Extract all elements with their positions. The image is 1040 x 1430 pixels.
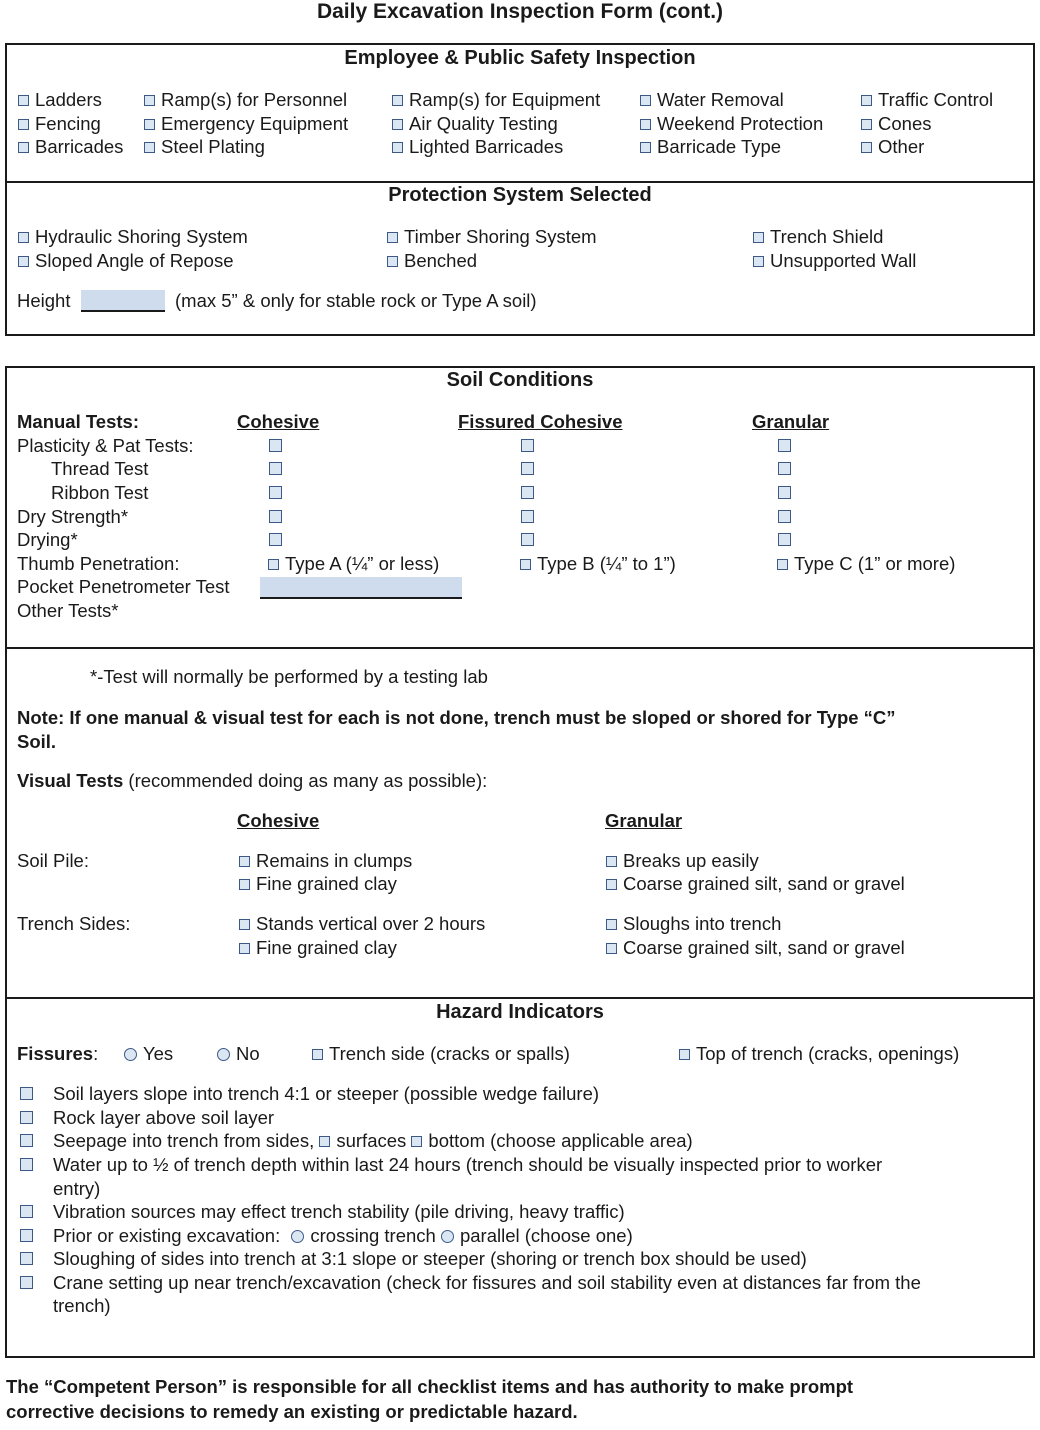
checkbox-icon[interactable] [239, 879, 250, 890]
checkbox-remains-in-clumps[interactable]: Remains in clumps [239, 850, 412, 872]
checkbox-icon[interactable] [520, 559, 531, 570]
checkbox-plasticity-granular[interactable] [778, 439, 791, 452]
checkbox-icon[interactable] [392, 142, 403, 153]
water-line-1: Water up to ½ of trench depth within last 24 hours (trench should be visually inspected prior to worker [53, 1154, 883, 1175]
soil-heading: Soil Conditions [446, 369, 594, 391]
checkbox-icon[interactable] [268, 559, 279, 570]
lab-footnote: *-Test will normally be performed by a testing lab [90, 666, 488, 687]
checkbox-unsupported-wall[interactable]: Unsupported Wall [753, 250, 916, 272]
checkbox-traffic-control[interactable]: Traffic Control [861, 89, 993, 111]
checkbox-icon[interactable] [606, 879, 617, 890]
row-thread-test: Thread Test [51, 458, 149, 479]
checkbox-lighted-barricades[interactable]: Lighted Barricades [392, 136, 563, 158]
checkbox-sloughs-into-trench[interactable]: Sloughs into trench [606, 913, 781, 935]
checkbox-icon[interactable] [387, 232, 398, 243]
row-dry-strength: Dry Strength* [17, 506, 129, 527]
prior-excavation-line: Prior or existing excavation: crossing trench parallel (choose one) [53, 1225, 633, 1246]
checkbox-benched[interactable]: Benched [387, 250, 477, 272]
checkbox-icon[interactable] [606, 919, 617, 930]
checkbox-icon[interactable] [312, 1049, 323, 1060]
checkbox-icon[interactable] [606, 943, 617, 954]
checkbox-icon[interactable] [239, 856, 250, 867]
checkbox-stands-vertical[interactable]: Stands vertical over 2 hours [239, 913, 485, 935]
visual-tests-intro: Visual Tests (recommended doing as many as possible): [17, 770, 488, 791]
radio-parallel[interactable] [441, 1230, 454, 1243]
checkbox-icon[interactable] [861, 142, 872, 153]
employee-safety-heading: Employee & Public Safety Inspection [344, 47, 696, 69]
divider [5, 181, 1035, 183]
checkbox-cones[interactable]: Cones [861, 113, 931, 135]
checkbox-soil-layers[interactable] [20, 1087, 33, 1100]
checkbox-sloughing[interactable] [20, 1252, 33, 1265]
checkbox-icon[interactable] [18, 119, 29, 130]
checkbox-barricades[interactable]: Barricades [18, 136, 123, 158]
checkbox-trench-shield[interactable]: Trench Shield [753, 226, 883, 248]
checkbox-barricade-type[interactable]: Barricade Type [640, 136, 781, 158]
row-pocket-penetrometer: Pocket Penetrometer Test [17, 576, 230, 597]
checkbox-icon[interactable] [753, 256, 764, 267]
manual-tests-label: Manual Tests: [17, 411, 139, 432]
checkbox-sloped-angle[interactable]: Sloped Angle of Repose [18, 250, 234, 272]
checkbox-icon[interactable] [753, 232, 764, 243]
checkbox-icon[interactable] [144, 119, 155, 130]
checkbox-crane[interactable] [20, 1276, 33, 1289]
soil-layers-text: Soil layers slope into trench 4:1 or steeper (possible wedge failure) [53, 1083, 600, 1104]
height-note: (max 5” & only for stable rock or Type A soil) [175, 290, 537, 311]
checkbox-icon[interactable] [640, 119, 651, 130]
checkbox-dry-strength-fissured[interactable] [521, 510, 534, 523]
checkbox-icon[interactable] [392, 119, 403, 130]
pocket-penetrometer-input[interactable] [260, 577, 462, 599]
checkbox-rock-layer[interactable] [20, 1111, 33, 1124]
checkbox-weekend-protection[interactable]: Weekend Protection [640, 113, 823, 135]
checkbox-type-b[interactable]: Type B (¼” to 1”) [520, 553, 676, 575]
seepage-line: Seepage into trench from sides, surfaces bottom (choose applicable area) [53, 1130, 693, 1151]
checkbox-icon[interactable] [777, 559, 788, 570]
checkbox-dry-strength-cohesive[interactable] [269, 510, 282, 523]
checkbox-icon[interactable] [18, 95, 29, 106]
checkbox-ribbon-granular[interactable] [778, 486, 791, 499]
radio-fissures-no[interactable]: No [217, 1043, 260, 1065]
checkbox-ribbon-cohesive[interactable] [269, 486, 282, 499]
radio-crossing-trench[interactable] [291, 1230, 304, 1243]
protection-heading: Protection System Selected [388, 184, 652, 206]
checkbox-thread-cohesive[interactable] [269, 462, 282, 475]
checkbox-sides-coarse-grained[interactable]: Coarse grained silt, sand or gravel [606, 937, 905, 959]
checkbox-ramps-personnel[interactable]: Ramp(s) for Personnel [144, 89, 347, 111]
visual-col-cohesive: Cohesive [237, 810, 320, 831]
row-thumb-penetration: Thumb Penetration: [17, 553, 180, 574]
radio-icon[interactable] [124, 1048, 137, 1061]
checkbox-type-a[interactable]: Type A (¼” or less) [268, 553, 439, 575]
vibration-text: Vibration sources may effect trench stability (pile driving, heavy traffic) [53, 1201, 625, 1222]
checkbox-steel-plating[interactable]: Steel Plating [144, 136, 265, 158]
footer-line-2: corrective decisions to remedy an existing or predictable hazard. [6, 1401, 578, 1422]
sloughing-text: Sloughing of sides into trench at 3:1 slope or steeper (shoring or trench box should be used) [53, 1248, 807, 1269]
checkbox-ladders[interactable]: Ladders [18, 89, 102, 111]
row-plasticity: Plasticity & Pat Tests: [17, 435, 194, 456]
checkbox-breaks-up-easily[interactable]: Breaks up easily [606, 850, 759, 872]
divider [5, 997, 1035, 999]
rock-layer-text: Rock layer above soil layer [53, 1107, 275, 1128]
fissures-label: Fissures: [17, 1043, 99, 1064]
col-cohesive: Cohesive [237, 411, 320, 432]
checkbox-vibration[interactable] [20, 1205, 33, 1218]
checkbox-other[interactable]: Other [861, 136, 924, 158]
crane-line-1: Crane setting up near trench/excavation (check for fissures and soil stability even at distances far from the [53, 1272, 921, 1293]
radio-fissures-yes[interactable]: Yes [124, 1043, 173, 1065]
checkbox-icon[interactable] [18, 142, 29, 153]
footer-line-1: The “Competent Person” is responsible for all checklist items and has authority to make prompt [6, 1376, 854, 1397]
col-granular: Granular [752, 411, 830, 432]
checkbox-icon[interactable] [640, 95, 651, 106]
checkbox-icon[interactable] [144, 95, 155, 106]
checkbox-icon[interactable] [239, 943, 250, 954]
checkbox-hydraulic-shoring[interactable]: Hydraulic Shoring System [18, 226, 248, 248]
checkbox-icon[interactable] [861, 95, 872, 106]
checkbox-icon[interactable] [679, 1049, 690, 1060]
checkbox-ramps-equipment[interactable]: Ramp(s) for Equipment [392, 89, 600, 111]
checkbox-sides-fine-clay[interactable]: Fine grained clay [239, 937, 397, 959]
checkbox-plasticity-fissured[interactable] [521, 439, 534, 452]
checkbox-surfaces[interactable] [319, 1136, 330, 1147]
checkbox-pile-coarse-grained[interactable]: Coarse grained silt, sand or gravel [606, 873, 905, 895]
checkbox-icon[interactable] [18, 232, 29, 243]
checkbox-drying-cohesive[interactable] [269, 533, 282, 546]
visual-col-granular: Granular [605, 810, 683, 831]
radio-icon[interactable] [217, 1048, 230, 1061]
checkbox-icon[interactable] [239, 919, 250, 930]
soil-pile-label: Soil Pile: [17, 850, 89, 871]
checkbox-water-removal[interactable]: Water Removal [640, 89, 784, 111]
checkbox-icon[interactable] [606, 856, 617, 867]
note-line-1: Note: If one manual & visual test for each is not done, trench must be sloped or shored for Type “C” [17, 707, 896, 728]
trench-sides-label: Trench Sides: [17, 913, 131, 934]
page-title: Daily Excavation Inspection Form (cont.) [316, 0, 724, 23]
checkbox-icon[interactable] [392, 95, 403, 106]
checkbox-drying-fissured[interactable] [521, 533, 534, 546]
checkbox-dry-strength-granular[interactable] [778, 510, 791, 523]
checkbox-seepage[interactable] [20, 1134, 33, 1147]
hazard-heading: Hazard Indicators [436, 1001, 604, 1023]
checkbox-icon[interactable] [640, 142, 651, 153]
checkbox-icon[interactable] [144, 142, 155, 153]
checkbox-thread-fissured[interactable] [521, 462, 534, 475]
checkbox-emergency-equipment[interactable]: Emergency Equipment [144, 113, 348, 135]
checkbox-top-of-trench[interactable]: Top of trench (cracks, openings) [679, 1043, 959, 1065]
divider [5, 647, 1035, 649]
checkbox-air-quality[interactable]: Air Quality Testing [392, 113, 558, 135]
checkbox-timber-shoring[interactable]: Timber Shoring System [387, 226, 597, 248]
checkbox-icon[interactable] [861, 119, 872, 130]
checkbox-icon[interactable] [387, 256, 398, 267]
col-fissured-cohesive: Fissured Cohesive [458, 411, 623, 432]
checkbox-trench-side[interactable]: Trench side (cracks or spalls) [312, 1043, 570, 1065]
height-input[interactable] [81, 290, 165, 312]
note-line-2: Soil. [17, 731, 57, 752]
checkbox-pile-fine-clay[interactable]: Fine grained clay [239, 873, 397, 895]
checkbox-fencing[interactable]: Fencing [18, 113, 101, 135]
height-label: Height [17, 290, 71, 311]
checkbox-prior-excavation[interactable] [20, 1229, 33, 1242]
checkbox-drying-granular[interactable] [778, 533, 791, 546]
crane-line-2: trench) [53, 1295, 111, 1316]
row-drying: Drying* [17, 529, 78, 550]
row-other-tests: Other Tests* [17, 600, 119, 621]
checkbox-water-depth[interactable] [20, 1158, 33, 1171]
checkbox-bottom[interactable] [411, 1136, 422, 1147]
checkbox-ribbon-fissured[interactable] [521, 486, 534, 499]
checkbox-type-c[interactable]: Type C (1” or more) [777, 553, 955, 575]
checkbox-icon[interactable] [18, 256, 29, 267]
checkbox-thread-granular[interactable] [778, 462, 791, 475]
water-line-2: entry) [53, 1178, 101, 1199]
checkbox-plasticity-cohesive[interactable] [269, 439, 282, 452]
row-ribbon-test: Ribbon Test [51, 482, 149, 503]
